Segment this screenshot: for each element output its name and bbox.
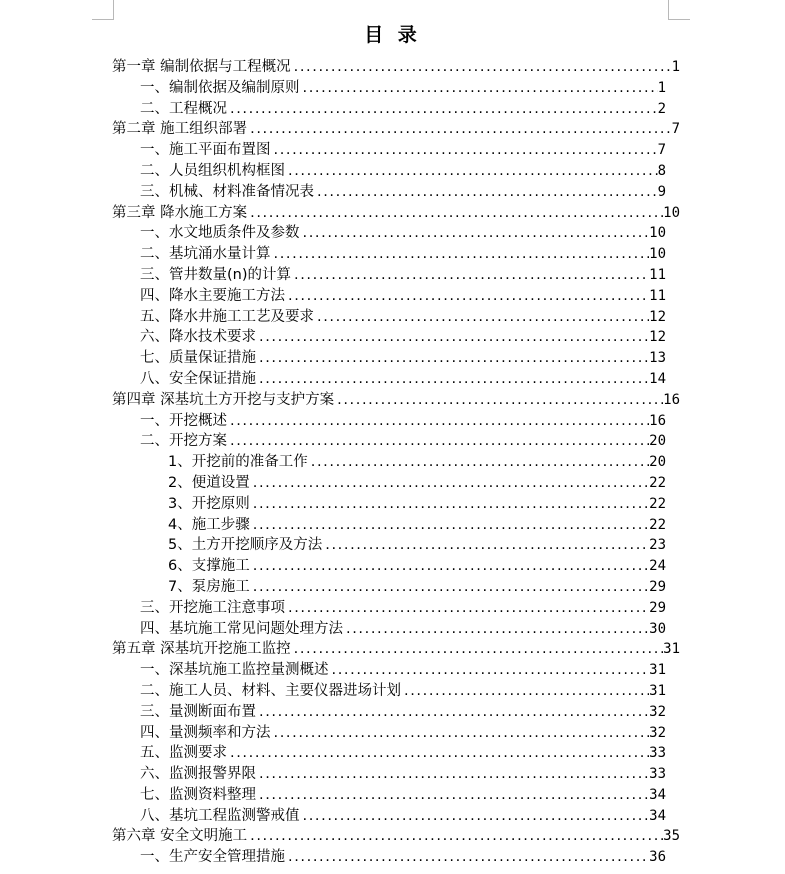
toc-entry-page-number: 34: [649, 786, 666, 803]
toc-entry-page-number: 22: [649, 516, 666, 533]
toc-leader-dots: [250, 556, 649, 577]
toc-leader-dots: [314, 182, 658, 203]
toc-leader-dots: [285, 598, 649, 619]
toc-leader-dots: [227, 743, 649, 764]
toc-section-entry[interactable]: [112, 99, 680, 120]
toc-entry-label: 六、监测报警界限: [140, 766, 256, 783]
toc-entry-label: 第二章 施工组织部署: [112, 121, 248, 138]
toc-entry-page-number: 34: [649, 807, 666, 824]
toc-entry-page-number: 10: [649, 246, 666, 263]
toc-section-entry[interactable]: [112, 140, 680, 161]
toc-entry-page-number: 7: [657, 142, 666, 159]
toc-leader-dots: [227, 431, 649, 452]
toc-leader-dots: [256, 348, 649, 369]
toc-entry-page-number: 11: [649, 266, 666, 283]
toc-entry-page-number: 20: [649, 454, 666, 471]
toc-subsection-entry[interactable]: [112, 473, 680, 494]
toc-entry-page-number: 20: [649, 433, 666, 450]
toc-leader-dots: [334, 390, 663, 411]
toc-section-entry[interactable]: [112, 369, 680, 390]
toc-entry-label: 4、施工步骤: [168, 516, 250, 533]
toc-entry-page-number: 10: [663, 204, 680, 221]
toc-entry-label: 第四章 深基坑土方开挖与支护方案: [112, 391, 335, 408]
toc-entry-page-number: 31: [663, 641, 680, 658]
toc-section-entry[interactable]: [112, 785, 680, 806]
toc-leader-dots: [308, 452, 649, 473]
toc-leader-dots: [401, 681, 649, 702]
toc-entry-page-number: 32: [649, 724, 666, 741]
toc-entry-label: 一、编制依据及编制原则: [140, 79, 300, 96]
toc-section-entry[interactable]: [112, 681, 680, 702]
toc-entry-label: 五、降水井施工工艺及要求: [140, 308, 314, 325]
toc-entry-page-number: 29: [649, 578, 666, 595]
toc-section-entry[interactable]: [112, 743, 680, 764]
toc-chapter-entry[interactable]: [112, 639, 680, 660]
toc-section-entry[interactable]: [112, 244, 680, 265]
toc-leader-dots: [250, 515, 649, 536]
toc-section-entry[interactable]: [112, 764, 680, 785]
toc-chapter-entry[interactable]: [112, 390, 680, 411]
toc-section-entry[interactable]: [112, 327, 680, 348]
toc-leader-dots: [227, 411, 649, 432]
toc-leader-dots: [256, 702, 649, 723]
toc-entry-page-number: 1: [671, 59, 680, 75]
toc-entry-page-number: 24: [649, 558, 666, 575]
toc-entry-label: 一、深基坑施工监控量测概述: [140, 662, 329, 679]
toc-entry-label: 5、土方开挖顺序及方法: [168, 537, 323, 554]
toc-entry-page-number: 31: [649, 662, 666, 679]
toc-section-entry[interactable]: [112, 78, 680, 99]
toc-leader-dots: [250, 577, 649, 598]
toc-section-entry[interactable]: [112, 307, 680, 328]
toc-entry-label: 四、基坑施工常见问题处理方法: [140, 620, 343, 637]
toc-leader-dots: [247, 826, 663, 847]
toc-subsection-entry[interactable]: [112, 515, 680, 536]
toc-entry-page-number: 12: [649, 308, 666, 325]
toc-entry-label: 三、管井数量(n)的计算: [140, 266, 292, 283]
toc-leader-dots: [271, 140, 658, 161]
toc-entry-label: 五、监测要求: [140, 745, 227, 762]
toc-subsection-entry[interactable]: [112, 535, 680, 556]
toc-entry-page-number: 8: [657, 162, 666, 179]
toc-entry-page-number: 14: [649, 370, 666, 387]
toc-leader-dots: [271, 723, 650, 744]
toc-entry-label: 第五章 深基坑开挖施工监控: [112, 641, 291, 658]
toc-entry-label: 第六章 安全文明施工: [112, 828, 248, 845]
toc-entry-label: 三、量测断面布置: [140, 703, 256, 720]
toc-leader-dots: [285, 286, 649, 307]
toc-entry-label: 第三章 降水施工方案: [112, 204, 248, 221]
toc-entry-label: 第一章 编制依据与工程概况: [112, 59, 291, 75]
toc-leader-dots: [285, 161, 658, 182]
toc-leader-dots: [256, 764, 649, 785]
crop-mark-top-right-vertical: [668, 0, 669, 20]
toc-section-entry[interactable]: [112, 660, 680, 681]
toc-entry-page-number: 12: [649, 329, 666, 346]
toc-section-entry[interactable]: [112, 702, 680, 723]
toc-subsection-entry[interactable]: [112, 452, 680, 473]
toc-entry-page-number: 31: [649, 682, 666, 699]
toc-subsection-entry[interactable]: [112, 577, 680, 598]
toc-leader-dots: [322, 535, 649, 556]
toc-entry-label: 二、人员组织机构框图: [140, 162, 285, 179]
toc-leader-dots: [247, 119, 671, 140]
toc-entry-page-number: 36: [649, 849, 666, 866]
toc-entry-label: 2、便道设置: [168, 474, 250, 491]
toc-entry-label: 三、开挖施工注意事项: [140, 599, 285, 616]
toc-leader-dots: [247, 203, 663, 224]
toc-entry-label: 二、施工人员、材料、主要仪器进场计划: [140, 682, 401, 699]
toc-entry-page-number: 7: [671, 121, 680, 138]
toc-section-entry[interactable]: [112, 431, 680, 452]
toc-entry-label: 一、生产安全管理措施: [140, 849, 285, 866]
toc-leader-dots: [291, 639, 664, 660]
toc-entry-label: 七、质量保证措施: [140, 350, 256, 367]
toc-entry-page-number: 33: [649, 766, 666, 783]
toc-entry-page-number: 23: [649, 537, 666, 554]
toc-leader-dots: [250, 494, 649, 515]
toc-section-entry[interactable]: [112, 286, 680, 307]
toc-section-entry[interactable]: [112, 806, 680, 827]
toc-section-entry[interactable]: [112, 598, 680, 619]
toc-section-entry[interactable]: [112, 161, 680, 182]
toc-section-entry[interactable]: [112, 348, 680, 369]
toc-entry-label: 一、开挖概述: [140, 412, 227, 429]
toc-entry-label: 七、监测资料整理: [140, 786, 256, 803]
toc-leader-dots: [256, 327, 649, 348]
toc-entry-page-number: 16: [663, 391, 680, 408]
toc-entry-page-number: 32: [649, 703, 666, 720]
toc-entry-label: 八、安全保证措施: [140, 370, 256, 387]
crop-mark-top-left-vertical: [113, 0, 114, 20]
toc-entry-page-number: 22: [649, 474, 666, 491]
toc-entry-page-number: 29: [649, 599, 666, 616]
table-of-contents: [112, 57, 680, 868]
toc-leader-dots: [250, 473, 649, 494]
toc-entry-label: 四、降水主要施工方法: [140, 287, 285, 304]
toc-entry-label: 7、泵房施工: [168, 578, 250, 595]
toc-chapter-entry[interactable]: [112, 203, 680, 224]
toc-chapter-entry[interactable]: [112, 57, 680, 78]
toc-leader-dots: [300, 78, 658, 99]
toc-entry-label: 二、开挖方案: [140, 433, 227, 450]
toc-leader-dots: [343, 619, 649, 640]
toc-entry-page-number: 30: [649, 620, 666, 637]
toc-section-entry[interactable]: [112, 182, 680, 203]
toc-entry-label: 3、开挖原则: [168, 495, 250, 512]
toc-entry-label: 一、水文地质条件及参数: [140, 225, 300, 242]
toc-entry-label: 二、基坑涌水量计算: [140, 246, 271, 263]
toc-entry-label: 三、机械、材料准备情况表: [140, 183, 314, 200]
toc-entry-label: 二、工程概况: [140, 100, 227, 117]
toc-entry-label: 六、降水技术要求: [140, 329, 256, 346]
toc-entry-page-number: 35: [663, 828, 680, 845]
toc-leader-dots: [300, 223, 650, 244]
toc-leader-dots: [271, 244, 650, 265]
toc-entry-page-number: 1: [657, 79, 666, 96]
page-title: 目 录: [364, 24, 421, 46]
toc-section-entry[interactable]: [112, 265, 680, 286]
toc-entry-label: 1、开挖前的准备工作: [168, 454, 308, 471]
toc-entry-page-number: 11: [649, 287, 666, 304]
toc-subsection-entry[interactable]: [112, 556, 680, 577]
toc-leader-dots: [291, 265, 649, 286]
toc-leader-dots: [285, 847, 649, 868]
toc-chapter-entry[interactable]: [112, 119, 680, 140]
toc-entry-page-number: 10: [649, 225, 666, 242]
toc-entry-label: 一、施工平面布置图: [140, 142, 271, 159]
toc-chapter-entry[interactable]: [112, 826, 680, 847]
toc-leader-dots: [256, 369, 649, 390]
toc-section-entry[interactable]: [112, 847, 680, 868]
toc-leader-dots: [300, 806, 650, 827]
toc-entry-page-number: 9: [657, 183, 666, 200]
toc-entry-label: 四、量测频率和方法: [140, 724, 271, 741]
toc-section-entry[interactable]: [112, 723, 680, 744]
toc-leader-dots: [314, 307, 649, 328]
toc-leader-dots: [291, 57, 672, 78]
toc-section-entry[interactable]: [112, 223, 680, 244]
toc-section-entry[interactable]: [112, 619, 680, 640]
toc-leader-dots: [256, 785, 649, 806]
toc-entry-label: 6、支撑施工: [168, 558, 250, 575]
toc-leader-dots: [227, 99, 658, 120]
toc-entry-page-number: 22: [649, 495, 666, 512]
toc-subsection-entry[interactable]: [112, 494, 680, 515]
toc-section-entry[interactable]: [112, 411, 680, 432]
toc-entry-page-number: 16: [649, 412, 666, 429]
toc-entry-label: 八、基坑工程监测警戒值: [140, 807, 300, 824]
toc-entry-page-number: 33: [649, 745, 666, 762]
toc-entry-page-number: 13: [649, 350, 666, 367]
toc-leader-dots: [329, 660, 650, 681]
toc-entry-page-number: 2: [657, 100, 666, 117]
